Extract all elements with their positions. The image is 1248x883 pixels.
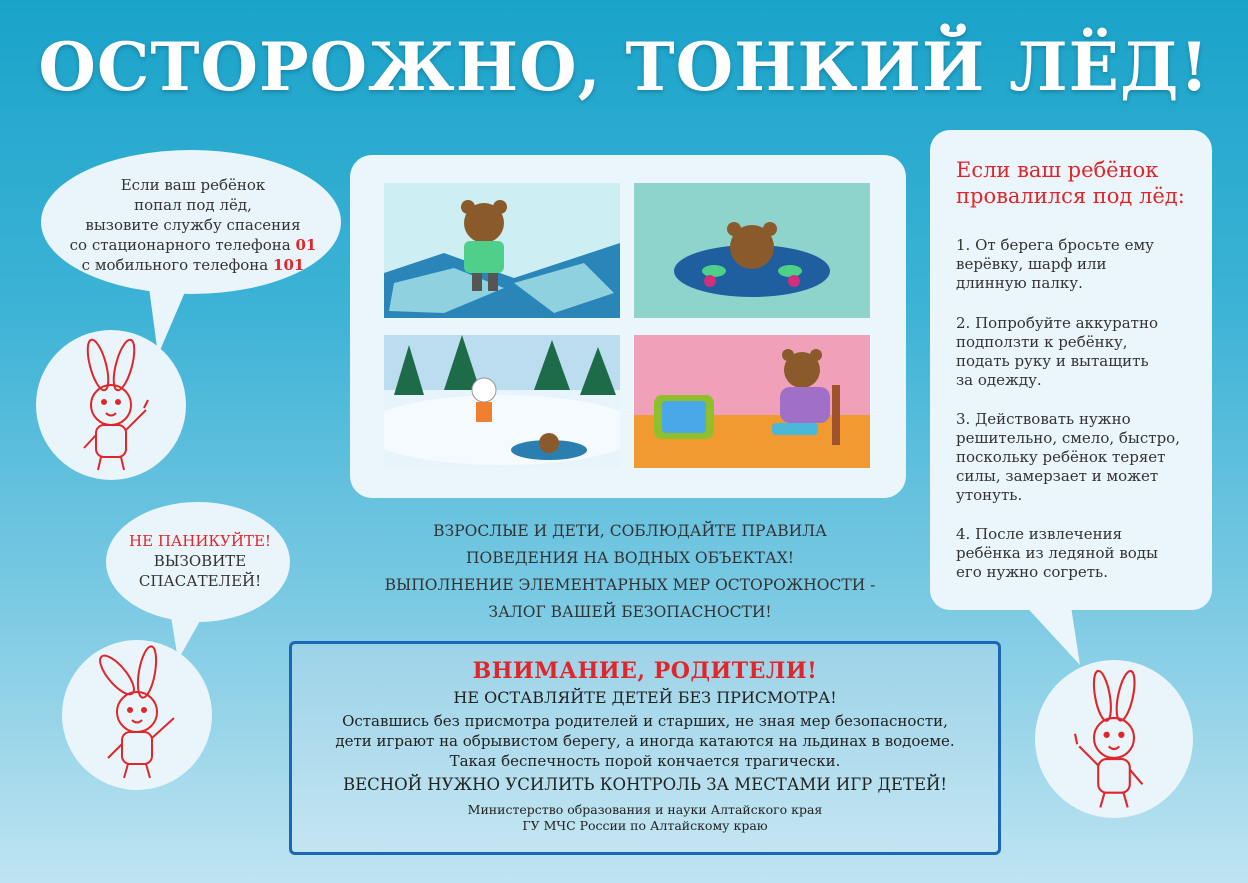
safety-rules-text: [335, 518, 925, 626]
rules-line-4: ЗАЛОГ ВАШЕЙ БЕЗОПАСНОСТИ!: [488, 603, 772, 621]
call-line-4: [58, 235, 328, 255]
instruction-step-4: [956, 525, 1206, 582]
bunny-icon: [36, 330, 186, 480]
step-2-line: за одежду.: [956, 371, 1042, 389]
landline-number: 01: [295, 236, 317, 254]
step-4-line: ребёнка из ледяной воды: [956, 544, 1158, 562]
instruction-step-3: [956, 410, 1206, 505]
bear-in-water-illustration: [634, 183, 870, 318]
bunny-icon: [1035, 660, 1193, 818]
call-line-5: [58, 255, 328, 275]
notice-subtitle: НЕ ОСТАВЛЯЙТЕ ДЕТЕЙ БЕЗ ПРИСМОТРА!: [453, 688, 837, 707]
scene-skating: [384, 183, 620, 318]
parents-notice: [289, 641, 1001, 855]
rules-line-2: ПОВЕДЕНИЯ НА ВОДНЫХ ОБЪЕКТАХ!: [466, 549, 794, 567]
step-3-line: 3. Действовать нужно: [956, 410, 1131, 428]
call-line-1: Если ваш ребёнок: [120, 176, 266, 194]
call-line-2: попал под лёд,: [134, 196, 252, 214]
notice-emphasis: ВЕСНОЙ НУЖНО УСИЛИТЬ КОНТРОЛЬ ЗА МЕСТАМИ ИГР ДЕТЕЙ!: [342, 775, 948, 794]
step-3-line: силы, замерзает и может: [956, 467, 1159, 485]
footer-emergency-service: ГУ МЧС России по Алтайскому краю: [522, 818, 768, 833]
step-2-line: подать руку и вытащить: [956, 352, 1149, 370]
step-1-line: длинную палку.: [956, 274, 1083, 292]
bear-warming-illustration: [634, 335, 870, 468]
notice-title: ВНИМАНИЕ, РОДИТЕЛИ!: [472, 658, 818, 684]
scene-warming: [634, 335, 870, 468]
step-2-line: 2. Попробуйте аккуратно: [956, 314, 1159, 332]
notice-body: [292, 711, 998, 771]
bunny-circle-1: [36, 330, 186, 480]
footer-ministry: Министерство образования и науки Алтайского края: [467, 802, 823, 817]
call-line-3: вызовите службу спасения: [85, 216, 301, 234]
bunny-rescue-illustration: [384, 335, 620, 468]
scene-rescue: [384, 335, 620, 468]
poster-title: ОСТОРОЖНО, ТОНКИЙ ЛЁД!: [38, 28, 1210, 106]
step-2-line: подползти к ребёнку,: [956, 333, 1128, 351]
bunny-circle-2: [62, 640, 212, 790]
step-1-line: верёвку, шарф или: [956, 255, 1107, 273]
notice-body-line-1: Оставшись без присмотра родителей и старших, не зная мер безопасности,: [342, 712, 948, 730]
call-landline-label: со стационарного телефона: [69, 236, 291, 254]
bunny-icon: [62, 640, 212, 790]
call-bubble-text: [58, 175, 328, 275]
instruction-step-1: [956, 236, 1206, 293]
step-3-line: поскольку ребёнок теряет: [956, 448, 1166, 466]
skating-bear-illustration: [384, 183, 620, 318]
step-4-line: его нужно согреть.: [956, 563, 1108, 581]
panic-line-1: НЕ ПАНИКУЙТЕ!: [129, 532, 271, 550]
illustration-frame: [350, 155, 906, 498]
step-3-line: решительно, смело, быстро,: [956, 429, 1180, 447]
instructions-title: [956, 157, 1206, 209]
notice-body-line-2: дети играют на обрывистом берегу, а иногда катаются на льдинах в водоеме.: [335, 732, 955, 750]
panic-bubble-text: [110, 531, 290, 591]
notice-body-line-3: Такая беспечность порой кончается трагически.: [449, 752, 841, 770]
mobile-number: 101: [273, 256, 305, 274]
bunny-circle-3: [1035, 660, 1193, 818]
instructions-title-line-1: Если ваш ребёнок: [956, 158, 1159, 182]
rules-line-1: ВЗРОСЛЫЕ И ДЕТИ, СОБЛЮДАЙТЕ ПРАВИЛА: [433, 522, 827, 540]
instruction-step-2: [956, 314, 1206, 390]
notice-footer: [292, 802, 998, 834]
panic-line-3: СПАСАТЕЛЕЙ!: [138, 572, 262, 590]
step-1-line: 1. От берега бросьте ему: [956, 236, 1154, 254]
rules-line-3: ВЫПОЛНЕНИЕ ЭЛЕМЕНТАРНЫХ МЕР ОСТОРОЖНОСТИ -: [384, 576, 876, 594]
panic-line-2: ВЫЗОВИТЕ: [153, 552, 247, 570]
step-4-line: 4. После извлечения: [956, 525, 1123, 543]
step-3-line: утонуть.: [956, 486, 1023, 504]
call-mobile-label: с мобильного телефона: [81, 256, 269, 274]
scene-fell-through: [634, 183, 870, 318]
instructions-title-line-2: провалился под лёд:: [956, 184, 1185, 208]
